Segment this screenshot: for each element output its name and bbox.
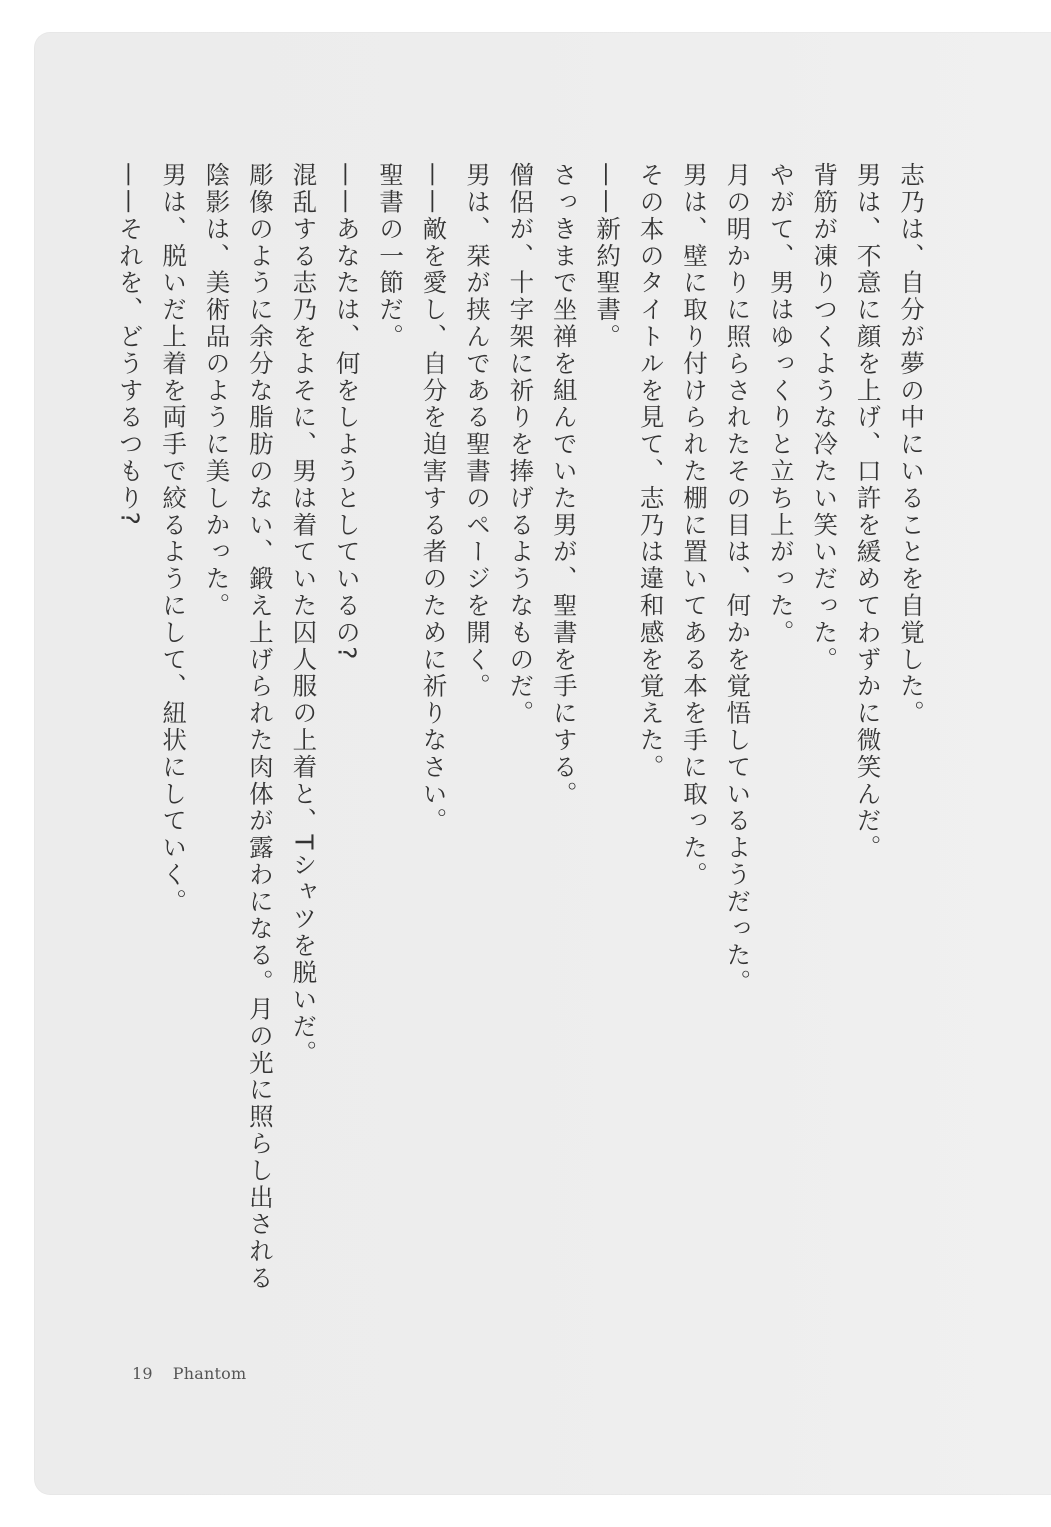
- text-line: 聖書の一節だ。: [376, 162, 406, 351]
- text-line: ——あなたは、何をしようとしているの?: [332, 162, 362, 662]
- text-line: 男は、不意に顔を上げ、口許を緩めてわずかに微笑んだ。: [853, 162, 883, 862]
- text-line: 混乱する志乃をよそに、男は着ていた囚人服の上着と、Tシャツを脱いだ。: [289, 162, 319, 1068]
- book-title: Phantom: [172, 1364, 247, 1383]
- text-line: 月の明かりに照らされたその目は、何かを覚悟しているようだった。: [723, 162, 753, 996]
- text-line: ——それを、どうするつもり?: [115, 162, 145, 528]
- text-line: ——新約聖書。: [593, 162, 623, 351]
- text-line: さっきまで坐禅を組んでいた男が、聖書を手にする。: [549, 162, 579, 808]
- text-line: 男は、脱いだ上着を両手で絞るようにして、紐状にしていく。: [159, 162, 189, 916]
- text-line: 男は、栞が挟んである聖書のページを開く。: [462, 162, 492, 700]
- text-line: 志乃は、自分が夢の中にいることを自覚した。: [897, 162, 926, 727]
- text-line: 陰影は、美術品のように美しかった。: [202, 162, 232, 620]
- text-line: 男は、壁に取り付けられた棚に置いてある本を手に取った。: [679, 162, 709, 889]
- text-line: やがて、男はゆっくりと立ち上がった。: [766, 162, 796, 647]
- text-line: 僧侶が、十字架に祈りを捧げるようなものだ。: [506, 162, 536, 727]
- vertical-text-body: [108, 162, 933, 1322]
- text-line: ——敵を愛し、自分を迫害する者のために祈りなさい。: [419, 162, 449, 835]
- text-line: 背筋が凍りつくような冷たい笑いだった。: [810, 162, 840, 674]
- page-footer: [132, 1364, 246, 1383]
- text-line: その本のタイトルを見て、志乃は違和感を覚えた。: [636, 162, 666, 781]
- text-line: 彫像のように余分な脂肪のない、鍛え上げられた肉体が露わになる。月の光に照らし出される: [245, 162, 275, 1292]
- page-number: 19: [132, 1364, 153, 1383]
